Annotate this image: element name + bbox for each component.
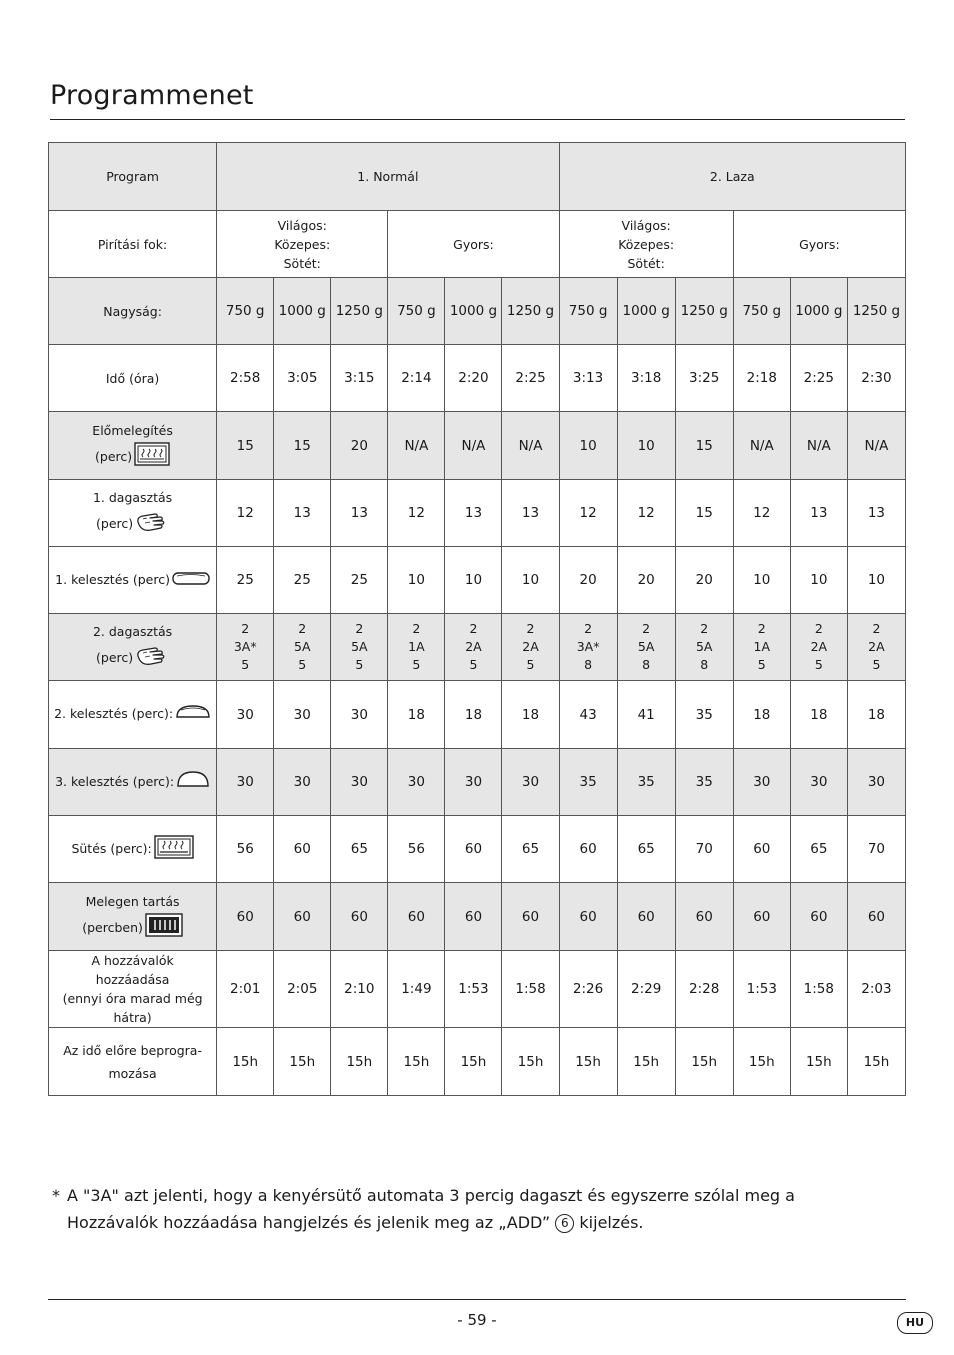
pirit-normal-gyors: Gyors: — [388, 211, 559, 278]
table-cell: 12 — [388, 480, 445, 547]
table-cell: 15h — [217, 1028, 274, 1096]
table-cell: 70 — [675, 816, 733, 883]
row-label: 2. kelesztés (perc): — [49, 681, 217, 749]
dough-risen-icon — [176, 770, 210, 795]
table-cell: 60 — [790, 883, 847, 951]
table-cell: 13 — [274, 480, 331, 547]
language-badge: HU — [897, 1312, 933, 1334]
table-cell: 3:15 — [331, 345, 388, 412]
row-label: Előmelegítés (perc) — [49, 412, 217, 480]
table-cell: 15h — [274, 1028, 331, 1096]
table-cell: 13 — [331, 480, 388, 547]
table-cell: 2 2A 5 — [502, 614, 559, 681]
kneading-hand-icon — [135, 643, 169, 674]
circle-number-six: 6 — [555, 1214, 574, 1233]
table-row — [49, 412, 906, 480]
table-cell: 25 — [274, 547, 331, 614]
table-cell: 15 — [675, 480, 733, 547]
footer-rule — [48, 1299, 906, 1300]
table-cell: 2 2A 5 — [790, 614, 847, 681]
table-cell: 20 — [331, 412, 388, 480]
keep-warm-icon — [145, 913, 183, 944]
table-cell: 750 g — [559, 278, 617, 345]
program-normal: 1. Normál — [217, 143, 559, 211]
row-label: 1. dagasztás (perc) — [49, 480, 217, 547]
table-cell: 12 — [733, 480, 790, 547]
table-cell: 30 — [445, 749, 502, 816]
table-cell: 60 — [847, 883, 905, 951]
table-row — [49, 480, 906, 547]
table-cell: 2 5A 5 — [274, 614, 331, 681]
table-cell: 2 1A 5 — [733, 614, 790, 681]
table-cell: 1:53 — [733, 951, 790, 1028]
table-cell: 15h — [445, 1028, 502, 1096]
table-cell: 13 — [445, 480, 502, 547]
row-label: 1. kelesztés (perc) — [49, 547, 217, 614]
table-cell: 3:25 — [675, 345, 733, 412]
table-cell: 56 — [217, 816, 274, 883]
table-cell: 2:26 — [559, 951, 617, 1028]
table-cell: 30 — [274, 681, 331, 749]
table-cell: 750 g — [217, 278, 274, 345]
table-cell: 2 1A 5 — [388, 614, 445, 681]
table-cell: 60 — [617, 883, 675, 951]
table-cell: 56 — [388, 816, 445, 883]
table-cell: 15h — [790, 1028, 847, 1096]
table-cell: 18 — [445, 681, 502, 749]
table-cell: 20 — [559, 547, 617, 614]
table-cell: 13 — [502, 480, 559, 547]
table-cell: 30 — [331, 749, 388, 816]
table-cell: 20 — [675, 547, 733, 614]
baking-icon — [154, 835, 194, 864]
row-label: Melegen tartás (percben) — [49, 883, 217, 951]
table-cell: 1250 g — [502, 278, 559, 345]
table-cell: 18 — [847, 681, 905, 749]
table-cell: 2:58 — [217, 345, 274, 412]
table-cell: 30 — [388, 749, 445, 816]
table-row — [49, 1028, 906, 1096]
table-cell: 65 — [617, 816, 675, 883]
table-cell: 60 — [733, 883, 790, 951]
footnote — [52, 1182, 795, 1236]
table-cell: N/A — [790, 412, 847, 480]
table-cell: 60 — [733, 816, 790, 883]
table-cell: 60 — [445, 883, 502, 951]
table-cell: 1:58 — [502, 951, 559, 1028]
table-row — [49, 749, 906, 816]
table-cell: 2:10 — [331, 951, 388, 1028]
row-label: 3. kelesztés (perc): — [49, 749, 217, 816]
table-row-pirit — [49, 211, 906, 278]
table-cell: 1000 g — [790, 278, 847, 345]
table-cell: 30 — [502, 749, 559, 816]
dough-flat-icon — [172, 570, 210, 591]
table-cell: 1250 g — [675, 278, 733, 345]
table-cell: 3:18 — [617, 345, 675, 412]
table-cell: 15 — [274, 412, 331, 480]
table-cell: 2:29 — [617, 951, 675, 1028]
table-cell: 15h — [559, 1028, 617, 1096]
table-cell: 750 g — [733, 278, 790, 345]
table-cell: 35 — [675, 749, 733, 816]
table-cell: 65 — [790, 816, 847, 883]
pirit-laza-levels: Világos: Közepes: Sötét: — [559, 211, 733, 278]
table-cell: 10 — [790, 547, 847, 614]
row-label: Az idő előre beprogra- mozása — [49, 1028, 217, 1096]
title-rule — [50, 119, 905, 120]
table-cell: 30 — [847, 749, 905, 816]
table-cell: 12 — [217, 480, 274, 547]
table-cell: 3:13 — [559, 345, 617, 412]
page-number: - 59 - — [457, 1311, 497, 1329]
table-cell: 2:05 — [274, 951, 331, 1028]
table-cell: 1000 g — [274, 278, 331, 345]
table-row — [49, 547, 906, 614]
table-cell: 30 — [790, 749, 847, 816]
table-cell: 70 — [847, 816, 905, 883]
table-cell: 15h — [388, 1028, 445, 1096]
table-cell: 30 — [274, 749, 331, 816]
table-cell: 15 — [675, 412, 733, 480]
table-cell: 12 — [559, 480, 617, 547]
table-cell: 18 — [790, 681, 847, 749]
table-cell: 10 — [847, 547, 905, 614]
table-cell: 1250 g — [847, 278, 905, 345]
table-cell: 15 — [217, 412, 274, 480]
table-cell: 60 — [559, 883, 617, 951]
table-cell: 15h — [331, 1028, 388, 1096]
table-row-program — [49, 143, 906, 211]
table-cell: 60 — [217, 883, 274, 951]
table-cell: 2 2A 5 — [445, 614, 502, 681]
table-row — [49, 883, 906, 951]
table-cell: 750 g — [388, 278, 445, 345]
pirit-laza-gyors: Gyors: — [733, 211, 905, 278]
table-cell: 35 — [675, 681, 733, 749]
table-cell: 2:03 — [847, 951, 905, 1028]
table-cell: 65 — [331, 816, 388, 883]
table-cell: N/A — [847, 412, 905, 480]
table-cell: 1:58 — [790, 951, 847, 1028]
table-cell: 13 — [847, 480, 905, 547]
table-cell: 18 — [733, 681, 790, 749]
table-cell: 20 — [617, 547, 675, 614]
table-cell: 35 — [559, 749, 617, 816]
table-cell: 2 3A* 8 — [559, 614, 617, 681]
table-row — [49, 614, 906, 681]
table-cell: 1:49 — [388, 951, 445, 1028]
table-row — [49, 816, 906, 883]
program-label: Program — [49, 143, 217, 211]
table-cell: 65 — [502, 816, 559, 883]
table-row — [49, 681, 906, 749]
row-label: Idő (óra) — [49, 345, 217, 412]
table-row — [49, 951, 906, 1028]
table-cell: 18 — [388, 681, 445, 749]
table-cell: 60 — [675, 883, 733, 951]
table-cell: 10 — [733, 547, 790, 614]
table-data-rows — [49, 278, 906, 1096]
table-cell: 1000 g — [445, 278, 502, 345]
table-cell: 18 — [502, 681, 559, 749]
table-cell: 60 — [331, 883, 388, 951]
table-cell: 1:53 — [445, 951, 502, 1028]
table-cell: 10 — [388, 547, 445, 614]
table-row — [49, 345, 906, 412]
table-cell: 30 — [217, 749, 274, 816]
row-label: 2. dagasztás (perc) — [49, 614, 217, 681]
table-cell: 2 5A 8 — [617, 614, 675, 681]
table-cell: 35 — [617, 749, 675, 816]
page-title: Programmenet — [50, 80, 254, 111]
table-cell: 2 5A 8 — [675, 614, 733, 681]
program-table — [48, 142, 906, 1096]
table-cell: 60 — [502, 883, 559, 951]
footnote-line-1: * A "3A" azt jelenti, hogy a kenyérsütő automata 3 percig dagaszt és egyszerre szólal meg a — [52, 1186, 795, 1205]
pirit-normal-levels: Világos: Közepes: Sötét: — [217, 211, 388, 278]
table-cell: 12 — [617, 480, 675, 547]
table-cell: 2:20 — [445, 345, 502, 412]
table-cell: 3:05 — [274, 345, 331, 412]
table-cell: 2:14 — [388, 345, 445, 412]
table-cell: 25 — [331, 547, 388, 614]
pirit-label: Pirítási fok: — [49, 211, 217, 278]
table-cell: 60 — [274, 883, 331, 951]
program-laza: 2. Laza — [559, 143, 905, 211]
table-cell: N/A — [733, 412, 790, 480]
table-cell: 2 3A* 5 — [217, 614, 274, 681]
table-cell: 25 — [217, 547, 274, 614]
table-row — [49, 278, 906, 345]
table-cell: 10 — [559, 412, 617, 480]
table-cell: 2:01 — [217, 951, 274, 1028]
preheat-icon — [134, 442, 170, 473]
table-cell: 30 — [331, 681, 388, 749]
row-label: A hozzávalók hozzáadása (ennyi óra marad még hátra) — [49, 951, 217, 1028]
table-cell: 43 — [559, 681, 617, 749]
row-label: Sütés (perc): — [49, 816, 217, 883]
table-cell: 41 — [617, 681, 675, 749]
table-cell: N/A — [502, 412, 559, 480]
table-cell: 2:30 — [847, 345, 905, 412]
dough-medium-icon — [175, 703, 211, 726]
table-cell: 60 — [559, 816, 617, 883]
table-cell: 15h — [617, 1028, 675, 1096]
row-label: Nagyság: — [49, 278, 217, 345]
kneading-hand-icon — [135, 509, 169, 540]
table-cell: 60 — [388, 883, 445, 951]
footnote-line-2: Hozzávalók hozzáadása hangjelzés és jelenik meg az „ADD” 6 kijelzés. — [67, 1213, 644, 1232]
table-cell: 30 — [217, 681, 274, 749]
table-cell: 15h — [733, 1028, 790, 1096]
table-cell: 2:25 — [790, 345, 847, 412]
table-cell: 2:25 — [502, 345, 559, 412]
table-cell: 15h — [675, 1028, 733, 1096]
table-cell: 15h — [502, 1028, 559, 1096]
table-cell: 10 — [502, 547, 559, 614]
table-cell: 10 — [617, 412, 675, 480]
table-cell: 60 — [274, 816, 331, 883]
table-cell: 13 — [790, 480, 847, 547]
table-cell: 15h — [847, 1028, 905, 1096]
table-cell: 30 — [733, 749, 790, 816]
table-cell: 1250 g — [331, 278, 388, 345]
table-cell: 2 2A 5 — [847, 614, 905, 681]
table-cell: 10 — [445, 547, 502, 614]
table-cell: N/A — [445, 412, 502, 480]
table-cell: 60 — [445, 816, 502, 883]
table-cell: N/A — [388, 412, 445, 480]
table-cell: 2 5A 5 — [331, 614, 388, 681]
table-cell: 2:28 — [675, 951, 733, 1028]
table-cell: 1000 g — [617, 278, 675, 345]
table-cell: 2:18 — [733, 345, 790, 412]
